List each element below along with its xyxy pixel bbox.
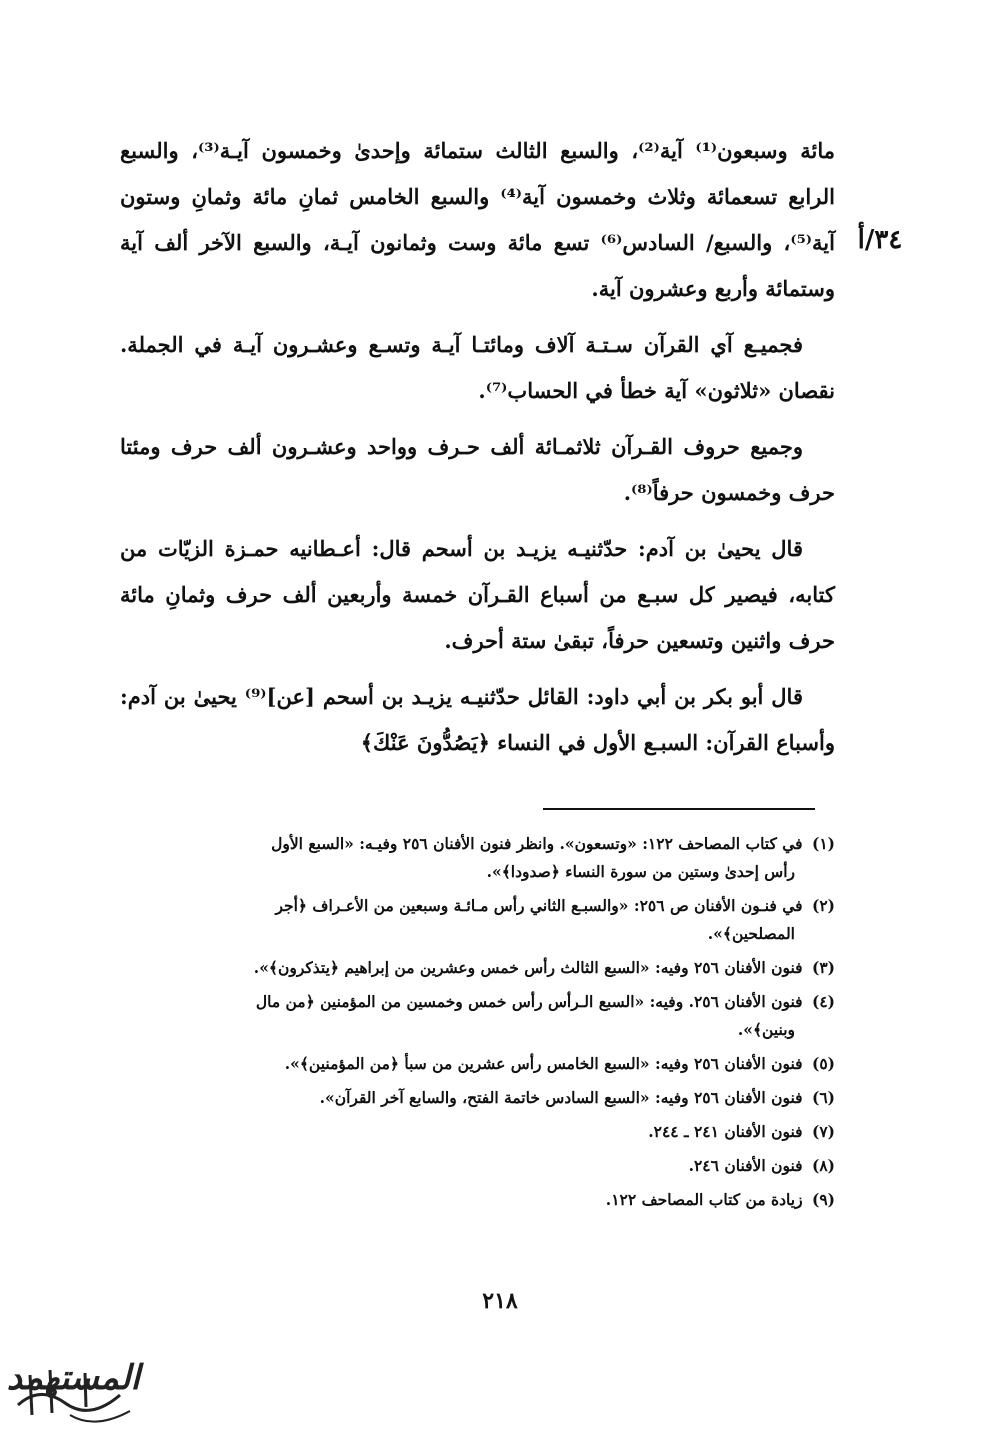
paragraph-4: قال يحيىٰ بن آدم: حدّثنيـه يزيـد بن أسحم قال: أعـطانيه حمـزة الزيّات من كتابه، فيصير كل سبـع من أسباع القـرآن خمسة وأربعين ألف حرف وثمانِ مائة حرف واثنين وتسعين حرفاً، تبقىٰ ستة أحرف.: [120, 536, 835, 653]
footnote-text: فنون الأفنان ٢٤١ ـ ٢٤٤.: [648, 1122, 803, 1141]
footnote-text: فنون الأفنان ٢٥٦. وفيه: «السبع الـرأس رأس خمس وخمسين من المؤمنين ﴿من مال: [255, 992, 803, 1011]
footnote-number: (٩): [811, 1190, 835, 1209]
footnotes: [120, 830, 835, 1220]
footnote-text: فنون الأفنان ٢٥٦ وفيه: «السبع الخامس رأس عشرين من سبأ ﴿من المؤمنين﴾».: [284, 1054, 803, 1073]
footnote-text: في فنـون الأفنان ص ٢٥٦: «والسبـع الثاني رأس مـائـة وسبعين من الأعـراف ﴿أجر: [275, 896, 803, 915]
footnote-text: زيادة من كتاب المصاحف ١٢٢.: [605, 1190, 803, 1209]
footnote-continuation: المصلحين﴾».: [707, 924, 795, 943]
footnote-8: [120, 1152, 835, 1180]
footnote-number: (٨): [811, 1156, 835, 1175]
footnote-7: [120, 1118, 835, 1146]
footnote-4: [120, 988, 835, 1044]
logo-text: المستهمد: [6, 1358, 140, 1398]
footnote-1: [120, 830, 835, 886]
main-text: [120, 128, 835, 776]
footnote-continuation: رأس إحدىٰ وستين من سورة النساء ﴿صدودا﴾».: [486, 862, 795, 881]
footnote-number: (٣): [811, 958, 835, 977]
footnote-6: [120, 1084, 835, 1112]
footnote-number: (١): [811, 834, 835, 853]
paragraph-3: وجميع حروف القـرآن ثلاثمـائة ألف حـرف وواحد وعشـرون ألف حرف ومئتا حرف وخمسون حرفاً⁽⁸⁾.: [120, 434, 835, 505]
footnote-5: [120, 1050, 835, 1078]
footnote-text: في كتاب المصاحف ١٢٢: «وتسعون». وانظر فنون الأفنان ٢٥٦ وفيـه: «السبع الأول: [271, 834, 803, 853]
paragraph-1: مائة وسبعون⁽¹⁾ آية⁽²⁾، والسبع الثالث ستمائة وإحدىٰ وخمسون آيـة⁽³⁾، والسبع الرابع تسعمائة وثلاث وخمسون آية⁽⁴⁾ والسبع الخامس ثمانِ مائة وثمانِ وستون آية⁽⁵⁾، والسبع/ السادس⁽⁶⁾ تسع مائة وست وثمانون آيـة، والسبع الآخر ألف آية وستمائة وأربع وعشرون آية.: [120, 138, 836, 301]
page-number: ٢١٨: [482, 1288, 518, 1314]
footnote-text: فنون الأفنان ٢٥٦ وفيه: «السبع الثالث رأس خمس وعشرين من إبراهيم ﴿يتذكرون﴾».: [253, 958, 803, 977]
footnote-number: (٦): [811, 1088, 835, 1107]
footnote-text: فنون الأفنان ٢٥٦ وفيه: «السبع السادس خاتمة الفتح، والسابع آخر القرآن».: [319, 1088, 803, 1107]
footnote-3: [120, 954, 835, 982]
paragraph-5: قال أبو بكر بن أبي داود: القائل حدّثنيـه يزيـد بن أسحم [عن]⁽⁹⁾ يحيىٰ بن آدم: وأسباع القرآن: السبـع الأول في النساء ﴿يَصُدُّونَ عَنْكَ﴾: [120, 684, 835, 755]
footnote-text: فنون الأفنان ٢٤٦.: [688, 1156, 803, 1175]
paragraph-2: فجميـع آي القرآن سـتـة آلاف ومائتـا آيـة وتسـع وعشـرون آيـة في الجملة. نقصان «ثلاثون» آية خطأ في الحساب⁽⁷⁾.: [120, 332, 835, 403]
footnote-continuation: وبنين﴾».: [737, 1020, 795, 1039]
footnote-separator: [543, 808, 815, 810]
footnote-2: [120, 892, 835, 948]
footnote-number: (٥): [811, 1054, 835, 1073]
footnote-number: (٧): [811, 1122, 835, 1141]
margin-folio-note: ٣٤/أ: [857, 225, 903, 255]
footnote-9: [120, 1186, 835, 1214]
footnote-number: (٢): [811, 896, 835, 915]
footnote-number: (٤): [811, 992, 835, 1011]
